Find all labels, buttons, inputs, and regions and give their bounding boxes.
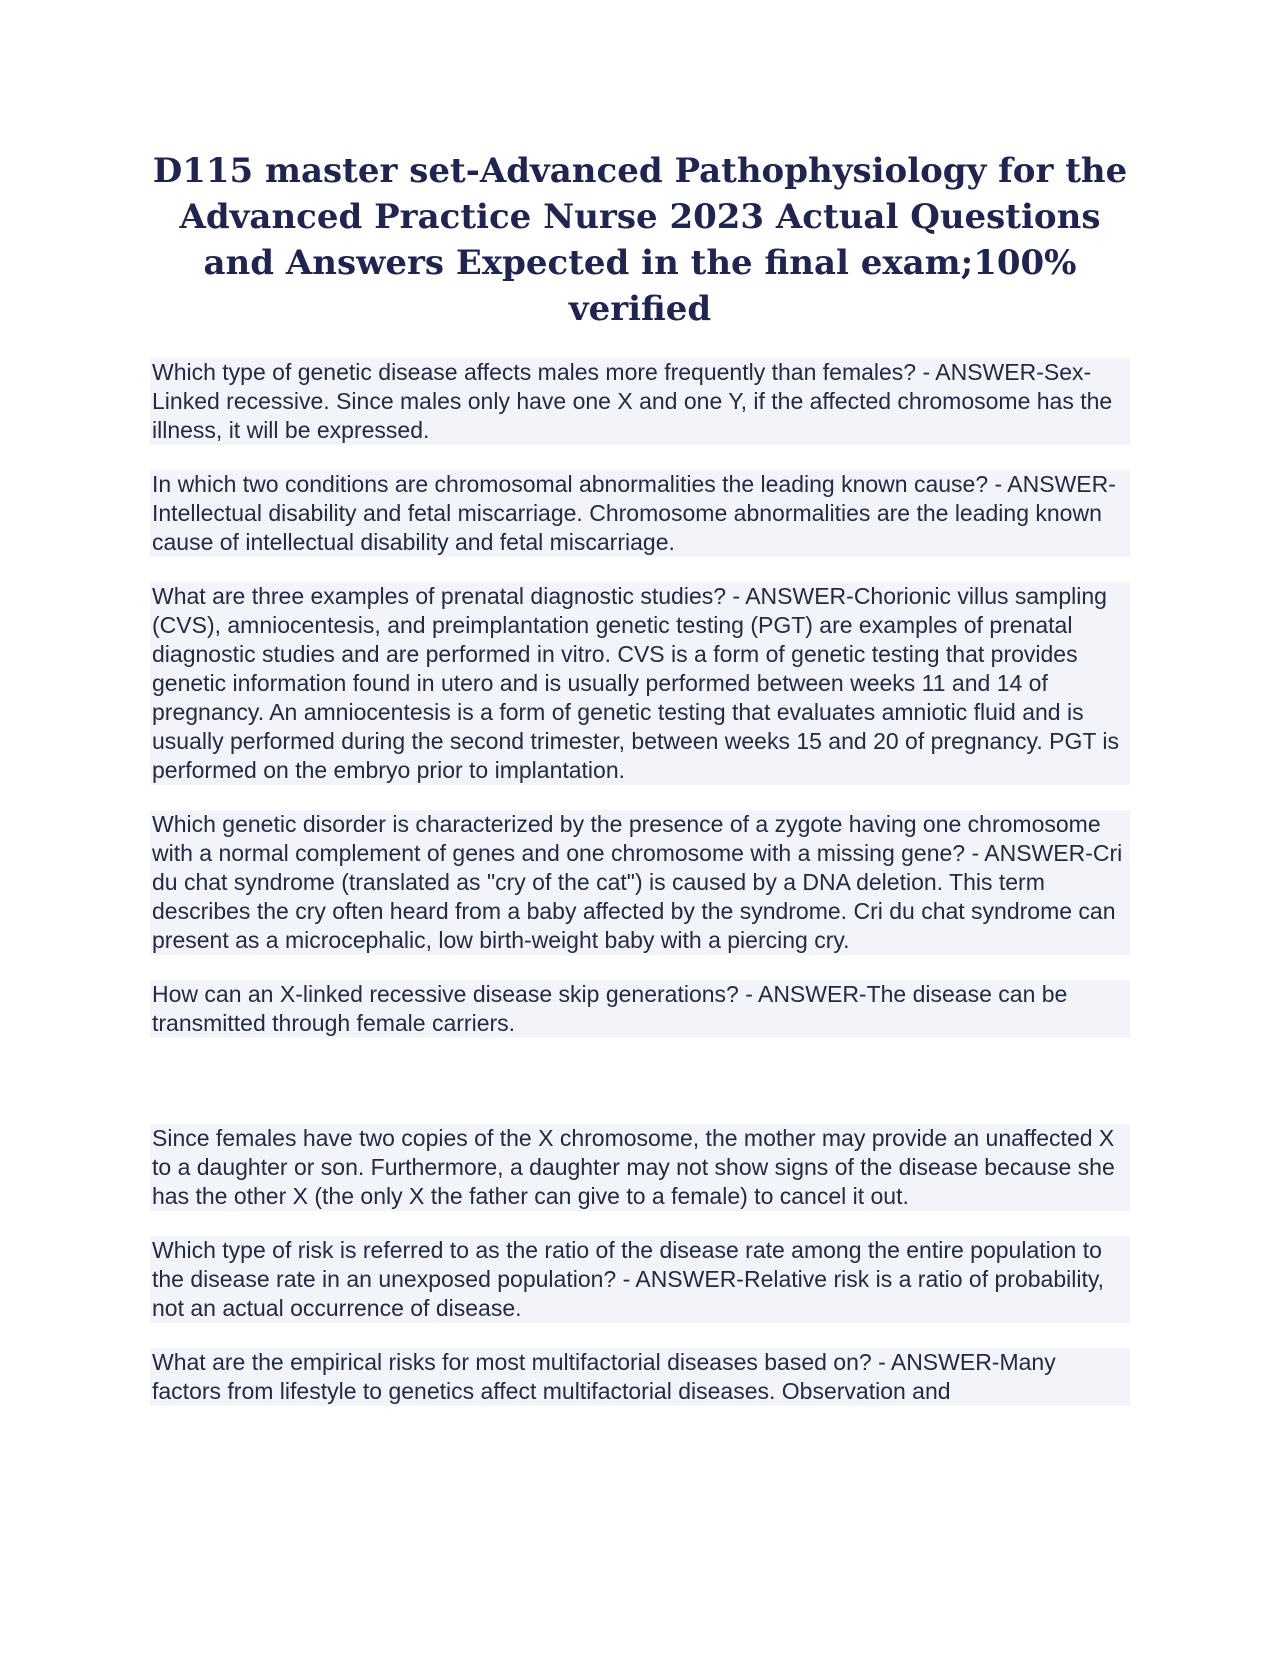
qa-paragraph: In which two conditions are chromosomal abnormalities the leading known cause? - ANSWER-Intellectual disability and fetal miscarriage. Chromosome abnormalities are the leading known cause of intellectual disability and fetal miscarriage.: [150, 470, 1130, 557]
qa-paragraph: Which type of risk is referred to as the ratio of the disease rate among the entire population to the disease rate in an unexposed population? - ANSWER-Relative risk is a ratio of probability, not an actual occurrence of disease.: [150, 1236, 1130, 1323]
document-body: [150, 358, 1130, 1431]
qa-paragraph: What are the empirical risks for most multifactorial diseases based on? - ANSWER-Many factors from lifestyle to genetics affect multifactorial diseases. Observation and: [150, 1348, 1130, 1406]
qa-paragraph: Since females have two copies of the X chromosome, the mother may provide an unaffected X to a daughter or son. Furthermore, a daughter may not show signs of the disease because she has the other X (the only X the father can give to a female) to cancel it out.: [150, 1124, 1130, 1211]
qa-paragraph: What are three examples of prenatal diagnostic studies? - ANSWER-Chorionic villus sampling (CVS), amniocentesis, and preimplantation genetic testing (PGT) are examples of prenatal diagnostic studies and are performed in vitro. CVS is a form of genetic testing that provides genetic information found in utero and is usually performed between weeks 11 and 14 of pregnancy. An amniocentesis is a form of genetic testing that evaluates amniotic fluid and is usually performed during the second trimester, between weeks 15 and 20 of pregnancy. PGT is performed on the embryo prior to implantation.: [150, 582, 1130, 785]
qa-paragraph: Which genetic disorder is characterized by the presence of a zygote having one chromosome with a normal complement of genes and one chromosome with a missing gene? - ANSWER-Cri du chat syndrome (translated as "cry of the cat") is caused by a DNA deletion. This term describes the cry often heard from a baby affected by the syndrome. Cri du chat syndrome can present as a microcephalic, low birth-weight baby with a piercing cry.: [150, 810, 1130, 955]
document-title: D115 master set-Advanced Pathophysiology for the Advanced Practice Nurse 2023 Actual Questions and Answers Expected in the final exam;100% verified: [152, 151, 1128, 329]
qa-paragraph: How can an X-linked recessive disease skip generations? - ANSWER-The disease can be transmitted through female carriers.: [150, 980, 1130, 1038]
qa-paragraph: Which type of genetic disease affects males more frequently than females? - ANSWER-Sex-Linked recessive. Since males only have one X and one Y, if the affected chromosome has the illness, it will be expressed.: [150, 358, 1130, 445]
